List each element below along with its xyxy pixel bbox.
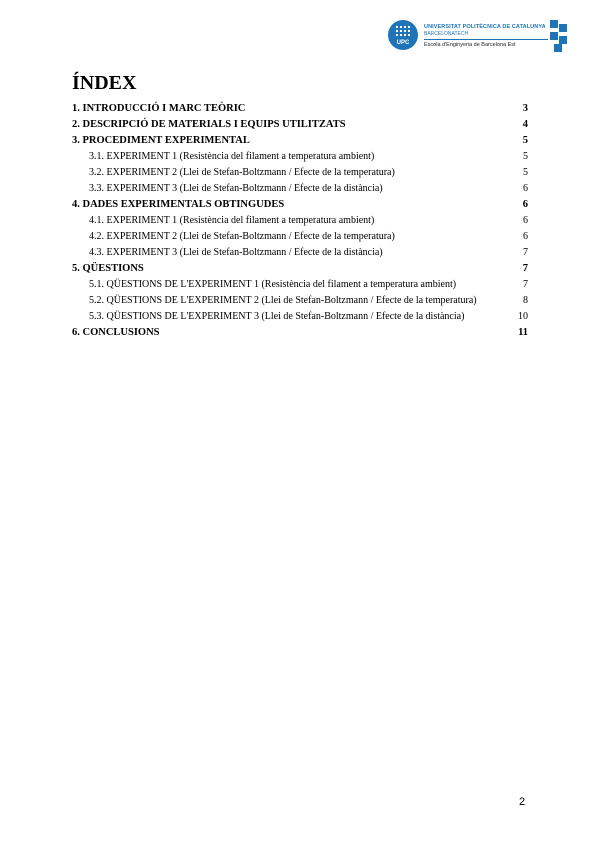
toc-entry-page: 10 — [518, 311, 528, 322]
university-subtitle: BARCELONATECH — [424, 31, 469, 37]
toc-entry-label: 5.3. QÜESTIONS DE L'EXPERIMENT 3 (Llei de Stefan-Boltzmann / Efecte de la distància) — [89, 311, 465, 322]
toc-entry[interactable] — [72, 261, 528, 277]
toc-entry[interactable] — [72, 309, 528, 325]
toc-entry-label: 4.1. EXPERIMENT 1 (Resistència del filament a temperatura ambient) — [89, 215, 375, 226]
toc-entry-page: 5 — [522, 135, 528, 146]
toc-entry-label: 5. QÜESTIONS — [72, 263, 144, 274]
logo-divider — [424, 39, 548, 40]
toc-entry-page: 7 — [523, 279, 528, 290]
toc-entry-label: 3.2. EXPERIMENT 2 (Llei de Stefan-Boltzmann / Efecte de la temperatura) — [89, 167, 395, 178]
toc-entry-label: 5.1. QÜESTIONS DE L'EXPERIMENT 1 (Resistència del filament a temperatura ambient) — [89, 279, 457, 290]
university-name: UNIVERSITAT POLITÈCNICA DE CATALUNYA — [424, 24, 546, 30]
toc-entry[interactable] — [72, 133, 528, 149]
toc-entry-page: 3 — [522, 103, 528, 114]
toc-entry-page: 6 — [523, 183, 528, 194]
toc-entry-page: 8 — [523, 295, 528, 306]
toc-entry[interactable] — [72, 149, 528, 165]
table-of-contents — [72, 101, 528, 341]
toc-entry[interactable] — [72, 325, 528, 341]
toc-entry-page: 11 — [518, 327, 528, 338]
upc-logo — [386, 18, 568, 54]
toc-entry[interactable] — [72, 277, 528, 293]
toc-entry[interactable] — [72, 181, 528, 197]
toc-entry-label: 4.3. EXPERIMENT 3 (Llei de Stefan-Boltzmann / Efecte de la distància) — [89, 247, 383, 258]
toc-entry-label: 1. INTRODUCCIÓ I MARC TEÒRIC — [72, 103, 246, 114]
logo-mark: UPC — [396, 40, 410, 46]
toc-entry-label: 2. DESCRIPCIÓ DE MATERIALS I EQUIPS UTILITZATS — [72, 119, 346, 130]
toc-entry[interactable] — [72, 117, 528, 133]
toc-entry-page: 4 — [522, 119, 528, 130]
toc-entry-label: 4.2. EXPERIMENT 2 (Llei de Stefan-Boltzmann / Efecte de la temperatura) — [89, 231, 395, 242]
logo-squares-icon — [550, 20, 568, 52]
toc-entry-page: 5 — [523, 151, 528, 162]
toc-entry-page: 7 — [522, 263, 528, 274]
toc-entry[interactable] — [72, 165, 528, 181]
toc-entry-page: 5 — [523, 167, 528, 178]
page-title: ÍNDEX — [72, 72, 137, 94]
toc-entry-page: 6 — [523, 215, 528, 226]
toc-entry[interactable] — [72, 229, 528, 245]
toc-entry-label: 3.3. EXPERIMENT 3 (Llei de Stefan-Boltzmann / Efecte de la distància) — [89, 183, 383, 194]
toc-entry-label: 3. PROCEDIMENT EXPERIMENTAL — [72, 135, 250, 146]
toc-entry-label: 6. CONCLUSIONS — [72, 327, 160, 338]
page-number: 2 — [519, 796, 526, 808]
upc-seal-icon — [388, 20, 418, 50]
toc-entry[interactable] — [72, 213, 528, 229]
school-name: Escola d'Enginyeria de Barcelona Est — [424, 42, 516, 48]
toc-entry-page: 6 — [522, 199, 528, 210]
toc-entry-label: 5.2. QÜESTIONS DE L'EXPERIMENT 2 (Llei de Stefan-Boltzmann / Efecte de la temperatura) — [89, 295, 477, 306]
toc-entry-label: 4. DADES EXPERIMENTALS OBTINGUDES — [72, 199, 285, 210]
toc-entry[interactable] — [72, 101, 528, 117]
toc-entry[interactable] — [72, 245, 528, 261]
toc-entry[interactable] — [72, 197, 528, 213]
toc-entry-label: 3.1. EXPERIMENT 1 (Resistència del filament a temperatura ambient) — [89, 151, 375, 162]
toc-entry-page: 6 — [523, 231, 528, 242]
toc-entry-page: 7 — [523, 247, 528, 258]
toc-entry[interactable] — [72, 293, 528, 309]
